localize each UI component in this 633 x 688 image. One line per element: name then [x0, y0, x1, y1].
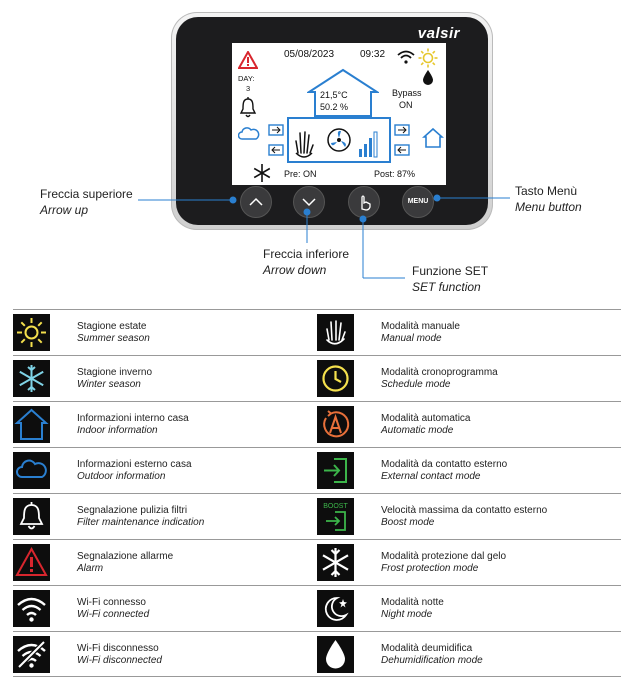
legend-row: [13, 448, 621, 493]
legend-row: [13, 540, 621, 585]
screen-day-label: DAY:: [238, 74, 255, 83]
legend-row: [13, 632, 621, 677]
legend-item: [13, 586, 313, 631]
callout-set-function-it: Funzione SET: [412, 264, 489, 278]
screen-humidity: 50.2 %: [320, 102, 349, 112]
legend-item: [13, 310, 313, 355]
menu-button-label: MENU: [407, 198, 429, 205]
external-contact-icon: [317, 452, 354, 489]
legend-label-it: Modalità notte: [381, 597, 444, 608]
legend-label-it: Modalità automatica: [381, 413, 471, 424]
legend-item: [13, 632, 313, 677]
screen-post-filter: Post: 87%: [374, 169, 416, 179]
legend-label-en: Outdoor information: [77, 471, 166, 482]
legend-label-en: Boost mode: [381, 517, 435, 528]
legend-label-it: Informazioni esterno casa: [77, 459, 192, 470]
legend-item: [317, 632, 621, 677]
legend-label-it: Velocità massima da contatto esterno: [381, 505, 548, 516]
legend-label-en: Schedule mode: [381, 379, 451, 390]
legend-label-it: Stagione inverno: [77, 367, 153, 378]
callout-arrow-down-it: Freccia inferiore: [263, 247, 350, 261]
legend-item: [13, 540, 313, 585]
callout-menu-button: [515, 183, 582, 215]
frost-icon: [317, 544, 354, 581]
screen-time: 09:32: [360, 49, 386, 60]
legend-label-it: Modalità deumidifica: [381, 643, 473, 654]
boost-icon-text: BOOST: [323, 503, 348, 510]
legend-label-en: Filter maintenance indication: [77, 517, 205, 528]
drop-icon: [317, 636, 354, 673]
legend-item: [317, 540, 621, 585]
legend-label-en: Dehumidification mode: [381, 655, 483, 666]
brand-logo: valsir: [417, 25, 460, 42]
callout-arrow-up: [40, 186, 133, 218]
legend-label-en: Summer season: [77, 333, 150, 344]
callout-menu-button-it: Tasto Menù: [515, 184, 578, 198]
legend-bottom-border: [13, 676, 621, 677]
screen-temperature: 21,5°C: [320, 90, 348, 100]
legend-label-it: Wi-Fi connesso: [77, 597, 146, 608]
legend-label-en: External contact mode: [381, 471, 481, 482]
legend-label-en: Manual mode: [381, 333, 442, 344]
alarm-icon: [13, 544, 50, 581]
legend-label-en: Automatic mode: [381, 425, 454, 436]
legend-item: [317, 494, 621, 539]
legend-label-en: Alarm: [77, 563, 104, 574]
callout-arrow-up-en: Arrow up: [40, 203, 89, 217]
legend-label-it: Wi-Fi disconnesso: [77, 643, 159, 654]
legend-row: [13, 356, 621, 401]
legend-label-it: Modalità protezione dal gelo: [381, 551, 507, 562]
legend-item: [317, 586, 621, 631]
legend-label-en: Winter season: [77, 379, 141, 390]
screen-bypass-label: Bypass: [392, 88, 422, 98]
legend-item: [317, 356, 621, 401]
boost-icon: [317, 498, 354, 535]
night-icon: [317, 590, 354, 627]
legend-label-it: Modalità cronoprogramma: [381, 367, 498, 378]
legend-label-it: Informazioni interno casa: [77, 413, 189, 424]
screen-bypass-value: ON: [399, 100, 413, 110]
legend-item: [13, 402, 313, 447]
snowflake-icon: [13, 360, 50, 397]
legend-item: [13, 448, 313, 493]
legend-label-it: Segnalazione pulizia filtri: [77, 505, 188, 516]
legend-item: [317, 402, 621, 447]
legend-label-it: Modalità da contatto esterno: [381, 459, 508, 470]
legend-item: [317, 310, 621, 355]
screen-date: 05/08/2023: [284, 49, 335, 60]
wifi-icon: [13, 590, 50, 627]
callout-arrow-down: [263, 246, 349, 278]
callout-menu-button-en: Menu button: [515, 200, 582, 214]
legend-label-en: Wi-Fi connected: [77, 609, 150, 620]
auto-icon: [317, 406, 354, 443]
callout-set-function: [412, 263, 488, 295]
screen-day-value: 3: [246, 84, 251, 93]
callout-set-function-en: SET function: [412, 280, 481, 294]
legend-label-en: Wi-Fi disconnected: [77, 655, 162, 666]
legend-label-it: Stagione estate: [77, 321, 147, 332]
legend-item: [317, 448, 621, 493]
screen-pre-filter: Pre: ON: [284, 169, 317, 179]
legend-row: [13, 494, 621, 539]
wifi-off-icon: [13, 636, 50, 673]
legend-label-en: Indoor information: [77, 425, 158, 436]
sun-icon: [13, 314, 50, 351]
callout-arrow-up-it: Freccia superiore: [40, 187, 133, 201]
legend-label-en: Frost protection mode: [381, 563, 479, 574]
callout-arrow-down-en: Arrow down: [263, 263, 327, 277]
clock-icon: [317, 360, 354, 397]
cloud-icon: [13, 452, 50, 489]
legend-item: [13, 494, 313, 539]
legend-label-it: Modalità manuale: [381, 321, 460, 332]
legend-label-it: Segnalazione allarme: [77, 551, 174, 562]
legend-row: [13, 310, 621, 355]
bell-icon: [13, 498, 50, 535]
legend-row: [13, 586, 621, 631]
legend-item: [13, 356, 313, 401]
legend-row: [13, 402, 621, 447]
house-icon: [13, 406, 50, 443]
hand-icon: [317, 314, 354, 351]
legend-label-en: Night mode: [381, 609, 433, 620]
